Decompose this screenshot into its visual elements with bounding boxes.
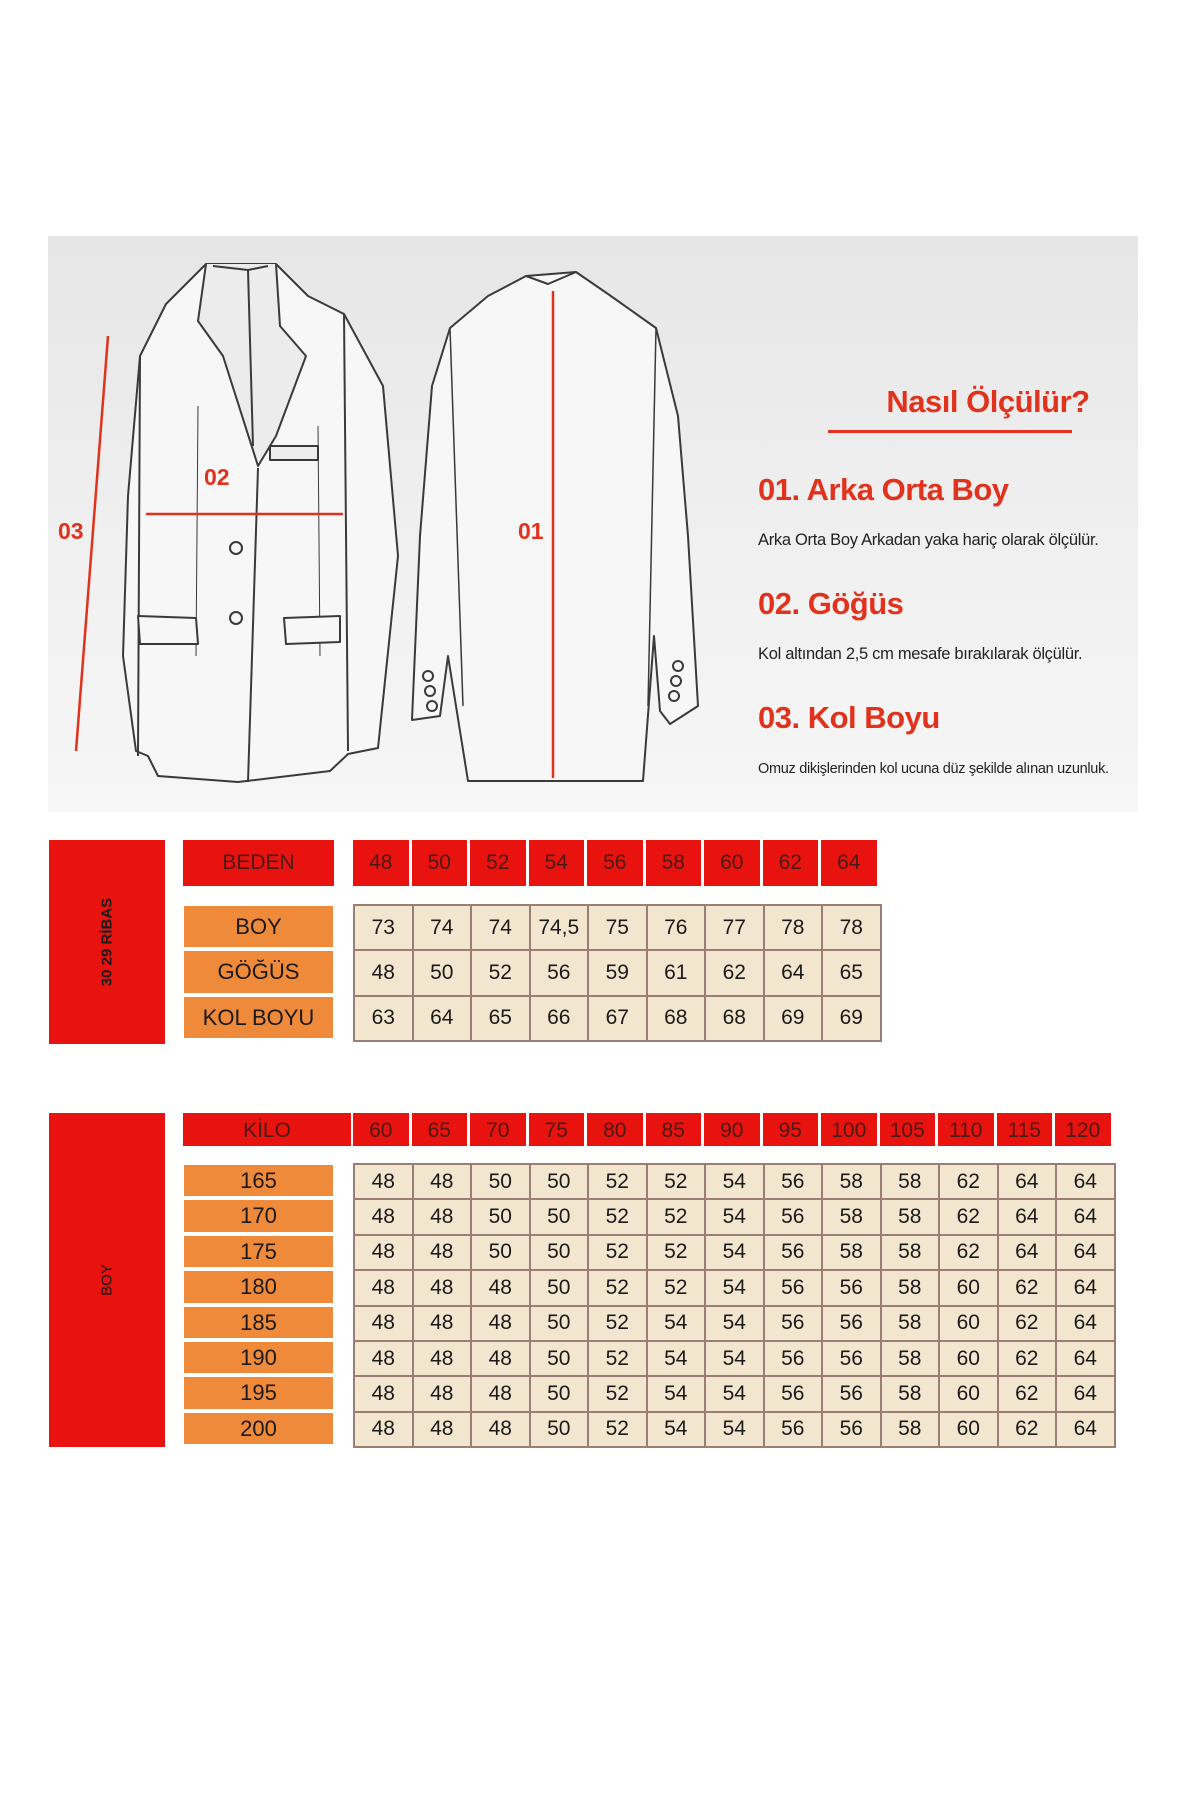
table-cell: 50 bbox=[471, 1235, 530, 1270]
weight-header-cell: 70 bbox=[470, 1113, 526, 1146]
table-cell: 48 bbox=[413, 1306, 472, 1341]
size-row-label: GÖĞÜS bbox=[184, 951, 333, 992]
height-row-label: 185 bbox=[184, 1307, 333, 1338]
table-cell: 48 bbox=[354, 1164, 413, 1199]
step-1-heading: 01. Arka Orta Boy bbox=[758, 472, 1009, 507]
table-cell: 62 bbox=[705, 950, 764, 995]
table-cell: 50 bbox=[530, 1235, 589, 1270]
table-cell: 58 bbox=[881, 1235, 940, 1270]
table-cell: 56 bbox=[764, 1376, 823, 1411]
table-cell: 58 bbox=[881, 1412, 940, 1447]
table-cell: 62 bbox=[939, 1235, 998, 1270]
height-row-label: 170 bbox=[184, 1200, 333, 1231]
size-row-label: BOY bbox=[184, 906, 333, 947]
table-cell: 48 bbox=[413, 1270, 472, 1305]
table-cell: 50 bbox=[530, 1199, 589, 1234]
table-cell: 56 bbox=[764, 1306, 823, 1341]
size-row-label: KOL BOYU bbox=[184, 997, 333, 1038]
table-cell: 74,5 bbox=[530, 905, 589, 950]
size-header-label: BEDEN bbox=[183, 840, 334, 886]
table-cell: 64 bbox=[998, 1199, 1057, 1234]
table-cell: 48 bbox=[471, 1270, 530, 1305]
marker-label-01: 01 bbox=[518, 518, 544, 544]
table-cell: 56 bbox=[822, 1341, 881, 1376]
marker-label-02: 02 bbox=[204, 464, 230, 490]
weight-header-cell: 100 bbox=[821, 1113, 877, 1146]
weight-header-cell: 110 bbox=[938, 1113, 994, 1146]
table-cell: 62 bbox=[998, 1270, 1057, 1305]
weight-header-cell: 120 bbox=[1055, 1113, 1111, 1146]
table-cell: 56 bbox=[764, 1164, 823, 1199]
table-cell: 52 bbox=[647, 1235, 706, 1270]
table-cell: 68 bbox=[705, 996, 764, 1041]
step-3-heading: 03. Kol Boyu bbox=[758, 700, 940, 735]
table-cell: 65 bbox=[471, 996, 530, 1041]
table-cell: 64 bbox=[764, 950, 823, 995]
table-cell: 48 bbox=[413, 1376, 472, 1411]
table-cell: 60 bbox=[939, 1376, 998, 1411]
table-cell: 48 bbox=[413, 1341, 472, 1376]
table-cell: 60 bbox=[939, 1341, 998, 1376]
table-cell: 60 bbox=[939, 1306, 998, 1341]
table-cell: 48 bbox=[354, 1341, 413, 1376]
table-cell: 62 bbox=[998, 1306, 1057, 1341]
table-cell: 78 bbox=[764, 905, 823, 950]
table-cell: 48 bbox=[354, 1199, 413, 1234]
jacket-illustration bbox=[48, 236, 1138, 812]
size-header-cell: 48 bbox=[353, 840, 409, 886]
table-cell: 64 bbox=[1056, 1235, 1115, 1270]
weight-header-label: KİLO bbox=[183, 1113, 351, 1146]
size-header-cell: 58 bbox=[646, 840, 702, 886]
table-row bbox=[354, 1306, 1115, 1341]
table-cell: 62 bbox=[998, 1341, 1057, 1376]
table-cell: 54 bbox=[647, 1306, 706, 1341]
size-header-cell: 54 bbox=[529, 840, 585, 886]
table-cell: 48 bbox=[354, 1376, 413, 1411]
table-cell: 76 bbox=[647, 905, 706, 950]
table-cell: 52 bbox=[647, 1164, 706, 1199]
table-cell: 64 bbox=[1056, 1412, 1115, 1447]
marker-label-03: 03 bbox=[58, 518, 84, 544]
table-cell: 64 bbox=[1056, 1306, 1115, 1341]
table-cell: 54 bbox=[705, 1412, 764, 1447]
table-cell: 52 bbox=[647, 1199, 706, 1234]
table-cell: 52 bbox=[647, 1270, 706, 1305]
table-cell: 48 bbox=[413, 1164, 472, 1199]
weight-header-cell: 115 bbox=[997, 1113, 1053, 1146]
table-cell: 58 bbox=[822, 1164, 881, 1199]
weight-header-cell: 85 bbox=[646, 1113, 702, 1146]
size-header-cell: 62 bbox=[763, 840, 819, 886]
table-cell: 48 bbox=[471, 1341, 530, 1376]
height-row-label: 190 bbox=[184, 1342, 333, 1373]
table-cell: 50 bbox=[530, 1164, 589, 1199]
weight-header-cell: 105 bbox=[880, 1113, 936, 1146]
table-cell: 56 bbox=[764, 1412, 823, 1447]
weight-table-side-text: BOY bbox=[98, 1264, 116, 1296]
table-row bbox=[354, 950, 881, 995]
table-cell: 56 bbox=[764, 1199, 823, 1234]
table-cell: 62 bbox=[939, 1199, 998, 1234]
table-cell: 48 bbox=[471, 1376, 530, 1411]
table-cell: 48 bbox=[471, 1412, 530, 1447]
table-cell: 50 bbox=[413, 950, 472, 995]
table-cell: 58 bbox=[822, 1235, 881, 1270]
weight-header-cell: 60 bbox=[353, 1113, 409, 1146]
table-cell: 48 bbox=[354, 1235, 413, 1270]
table-cell: 64 bbox=[998, 1164, 1057, 1199]
table-row bbox=[354, 905, 881, 950]
table-row bbox=[354, 1235, 1115, 1270]
table-cell: 65 bbox=[822, 950, 881, 995]
table-cell: 56 bbox=[764, 1235, 823, 1270]
table-cell: 62 bbox=[939, 1164, 998, 1199]
table-cell: 54 bbox=[647, 1376, 706, 1411]
table-cell: 78 bbox=[822, 905, 881, 950]
table-cell: 56 bbox=[822, 1270, 881, 1305]
table-cell: 62 bbox=[998, 1412, 1057, 1447]
table-cell: 52 bbox=[588, 1199, 647, 1234]
table-row bbox=[354, 1164, 1115, 1199]
table-cell: 54 bbox=[705, 1306, 764, 1341]
table-cell: 48 bbox=[471, 1306, 530, 1341]
size-header-cell: 50 bbox=[412, 840, 468, 886]
height-row-label: 180 bbox=[184, 1271, 333, 1302]
table-cell: 66 bbox=[530, 996, 589, 1041]
table-cell: 56 bbox=[822, 1412, 881, 1447]
table-cell: 48 bbox=[413, 1199, 472, 1234]
table-cell: 64 bbox=[413, 996, 472, 1041]
weight-header-cell: 75 bbox=[529, 1113, 585, 1146]
table-cell: 58 bbox=[881, 1306, 940, 1341]
table-cell: 64 bbox=[998, 1235, 1057, 1270]
table-cell: 74 bbox=[413, 905, 472, 950]
table-row bbox=[354, 1199, 1115, 1234]
table-cell: 50 bbox=[530, 1270, 589, 1305]
table-cell: 56 bbox=[822, 1376, 881, 1411]
table-cell: 58 bbox=[822, 1199, 881, 1234]
table-cell: 52 bbox=[588, 1164, 647, 1199]
table-cell: 54 bbox=[705, 1376, 764, 1411]
step-1-text: Arka Orta Boy Arkadan yaka hariç olarak ölçülür. bbox=[758, 531, 1099, 549]
size-header-cell: 64 bbox=[821, 840, 877, 886]
table-cell: 58 bbox=[881, 1270, 940, 1305]
size-by-weight-grid bbox=[353, 1163, 1116, 1448]
table-cell: 64 bbox=[1056, 1376, 1115, 1411]
table-cell: 77 bbox=[705, 905, 764, 950]
table-row bbox=[354, 996, 881, 1041]
table-cell: 67 bbox=[588, 996, 647, 1041]
size-header-cell: 60 bbox=[704, 840, 760, 886]
size-header-cell: 52 bbox=[470, 840, 526, 886]
table-cell: 58 bbox=[881, 1341, 940, 1376]
height-row-label: 175 bbox=[184, 1236, 333, 1267]
step-3-text: Omuz dikişlerinden kol ucuna düz şekilde alınan uzunluk. bbox=[758, 761, 1109, 777]
table-cell: 52 bbox=[471, 950, 530, 995]
table-cell: 54 bbox=[647, 1412, 706, 1447]
table-cell: 60 bbox=[939, 1412, 998, 1447]
size-table-side-label bbox=[49, 840, 165, 1044]
weight-header-cell: 65 bbox=[412, 1113, 468, 1146]
table-cell: 56 bbox=[764, 1270, 823, 1305]
size-table-side-text: 30 29 RİBAS bbox=[98, 897, 116, 987]
table-cell: 58 bbox=[881, 1164, 940, 1199]
table-cell: 61 bbox=[647, 950, 706, 995]
table-cell: 54 bbox=[705, 1235, 764, 1270]
table-cell: 63 bbox=[354, 996, 413, 1041]
height-row-label: 195 bbox=[184, 1377, 333, 1408]
weight-header-cell: 90 bbox=[704, 1113, 760, 1146]
table-cell: 48 bbox=[354, 1270, 413, 1305]
table-cell: 54 bbox=[705, 1341, 764, 1376]
table-row bbox=[354, 1412, 1115, 1447]
table-row bbox=[354, 1270, 1115, 1305]
table-cell: 54 bbox=[705, 1199, 764, 1234]
table-cell: 75 bbox=[588, 905, 647, 950]
table-cell: 50 bbox=[471, 1164, 530, 1199]
table-cell: 74 bbox=[471, 905, 530, 950]
table-cell: 48 bbox=[354, 1412, 413, 1447]
table-cell: 56 bbox=[764, 1341, 823, 1376]
table-row bbox=[354, 1341, 1115, 1376]
table-row bbox=[354, 1376, 1115, 1411]
table-cell: 50 bbox=[530, 1376, 589, 1411]
title-underline bbox=[828, 430, 1072, 433]
table-cell: 54 bbox=[647, 1341, 706, 1376]
table-cell: 64 bbox=[1056, 1199, 1115, 1234]
table-cell: 50 bbox=[471, 1199, 530, 1234]
table-cell: 48 bbox=[354, 1306, 413, 1341]
weight-header-cell: 95 bbox=[763, 1113, 819, 1146]
size-header-cell: 56 bbox=[587, 840, 643, 886]
how-to-measure-title: Nasıl Ölçülür? bbox=[886, 384, 1090, 419]
weight-header-cell: 80 bbox=[587, 1113, 643, 1146]
height-row-label: 200 bbox=[184, 1413, 333, 1444]
table-cell: 62 bbox=[998, 1376, 1057, 1411]
step-2-heading: 02. Göğüs bbox=[758, 586, 904, 621]
height-row-label: 165 bbox=[184, 1165, 333, 1196]
table-cell: 54 bbox=[705, 1164, 764, 1199]
table-cell: 60 bbox=[939, 1270, 998, 1305]
table-cell: 69 bbox=[764, 996, 823, 1041]
step-2-text: Kol altından 2,5 cm mesafe bırakılarak ölçülür. bbox=[758, 645, 1083, 663]
measurement-guide-panel bbox=[48, 236, 1138, 812]
table-cell: 58 bbox=[881, 1376, 940, 1411]
weight-table-side-label bbox=[49, 1113, 165, 1447]
table-cell: 64 bbox=[1056, 1270, 1115, 1305]
table-cell: 73 bbox=[354, 905, 413, 950]
table-cell: 52 bbox=[588, 1235, 647, 1270]
table-cell: 59 bbox=[588, 950, 647, 995]
table-cell: 54 bbox=[705, 1270, 764, 1305]
table-cell: 64 bbox=[1056, 1341, 1115, 1376]
table-cell: 48 bbox=[413, 1412, 472, 1447]
table-cell: 68 bbox=[647, 996, 706, 1041]
table-cell: 48 bbox=[413, 1235, 472, 1270]
table-cell: 69 bbox=[822, 996, 881, 1041]
table-cell: 52 bbox=[588, 1341, 647, 1376]
table-cell: 50 bbox=[530, 1306, 589, 1341]
table-cell: 52 bbox=[588, 1412, 647, 1447]
table-cell: 58 bbox=[881, 1199, 940, 1234]
table-cell: 56 bbox=[530, 950, 589, 995]
table-cell: 52 bbox=[588, 1376, 647, 1411]
table-cell: 50 bbox=[530, 1412, 589, 1447]
table-cell: 52 bbox=[588, 1306, 647, 1341]
size-measurement-grid bbox=[353, 904, 882, 1042]
table-cell: 52 bbox=[588, 1270, 647, 1305]
table-cell: 50 bbox=[530, 1341, 589, 1376]
table-cell: 56 bbox=[822, 1306, 881, 1341]
table-cell: 64 bbox=[1056, 1164, 1115, 1199]
table-cell: 48 bbox=[354, 950, 413, 995]
